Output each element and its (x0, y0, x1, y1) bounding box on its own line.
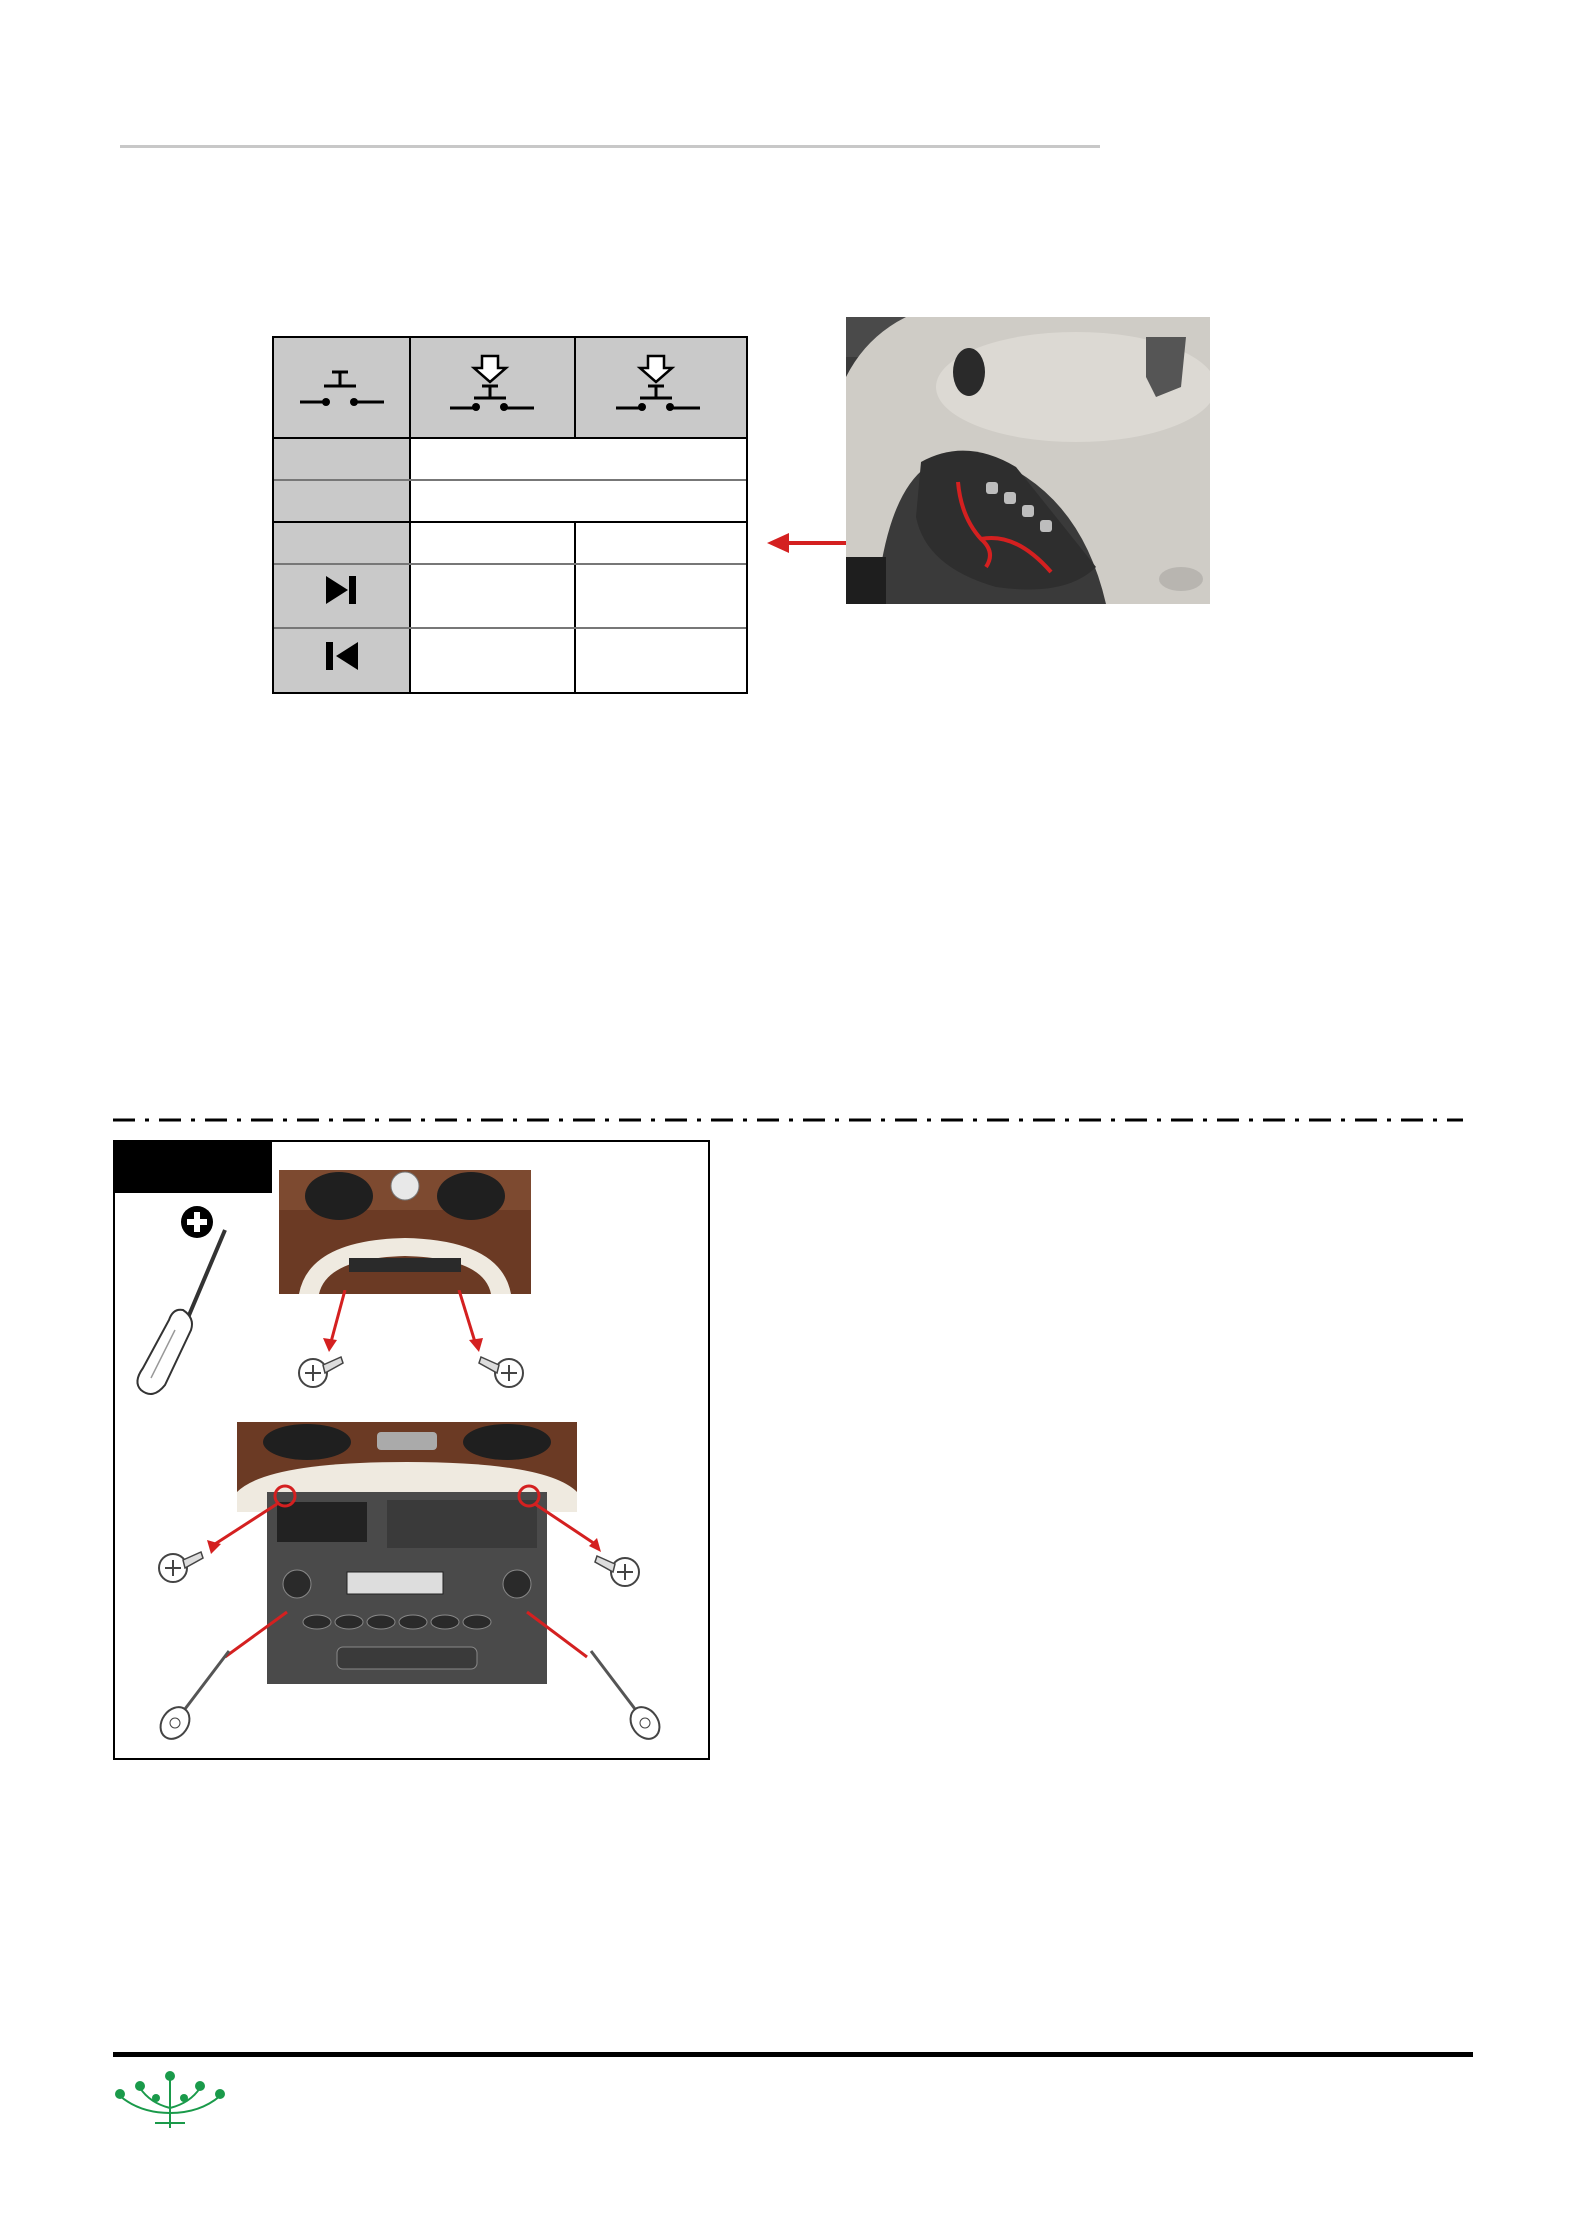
pushbutton-icon (294, 366, 390, 418)
screw-icon (155, 1542, 205, 1588)
trim-removal-tool-icon (155, 1647, 235, 1747)
footer-rule (113, 2052, 1473, 2057)
screw-icon (593, 1546, 643, 1592)
button-function-table (272, 336, 748, 694)
phillips-screwdriver-icon (125, 1200, 245, 1400)
screw-icon (295, 1347, 345, 1393)
press-hold-pushbutton-icon (610, 352, 706, 424)
lower-arrows (175, 1482, 655, 1722)
section-divider (113, 1117, 1463, 1123)
trim-removal-tool-icon (585, 1647, 665, 1747)
press-pushbutton-icon (444, 352, 540, 424)
company-logo (110, 2058, 230, 2138)
screw-icon (477, 1347, 527, 1393)
dashboard-vents-photo (279, 1170, 531, 1294)
figure-tab (115, 1142, 272, 1193)
skip-next-icon (324, 574, 360, 606)
skip-previous-icon (324, 640, 360, 672)
header-rule (120, 145, 1100, 148)
steering-wheel-photo (846, 317, 1210, 604)
installation-figure (113, 1140, 710, 1760)
